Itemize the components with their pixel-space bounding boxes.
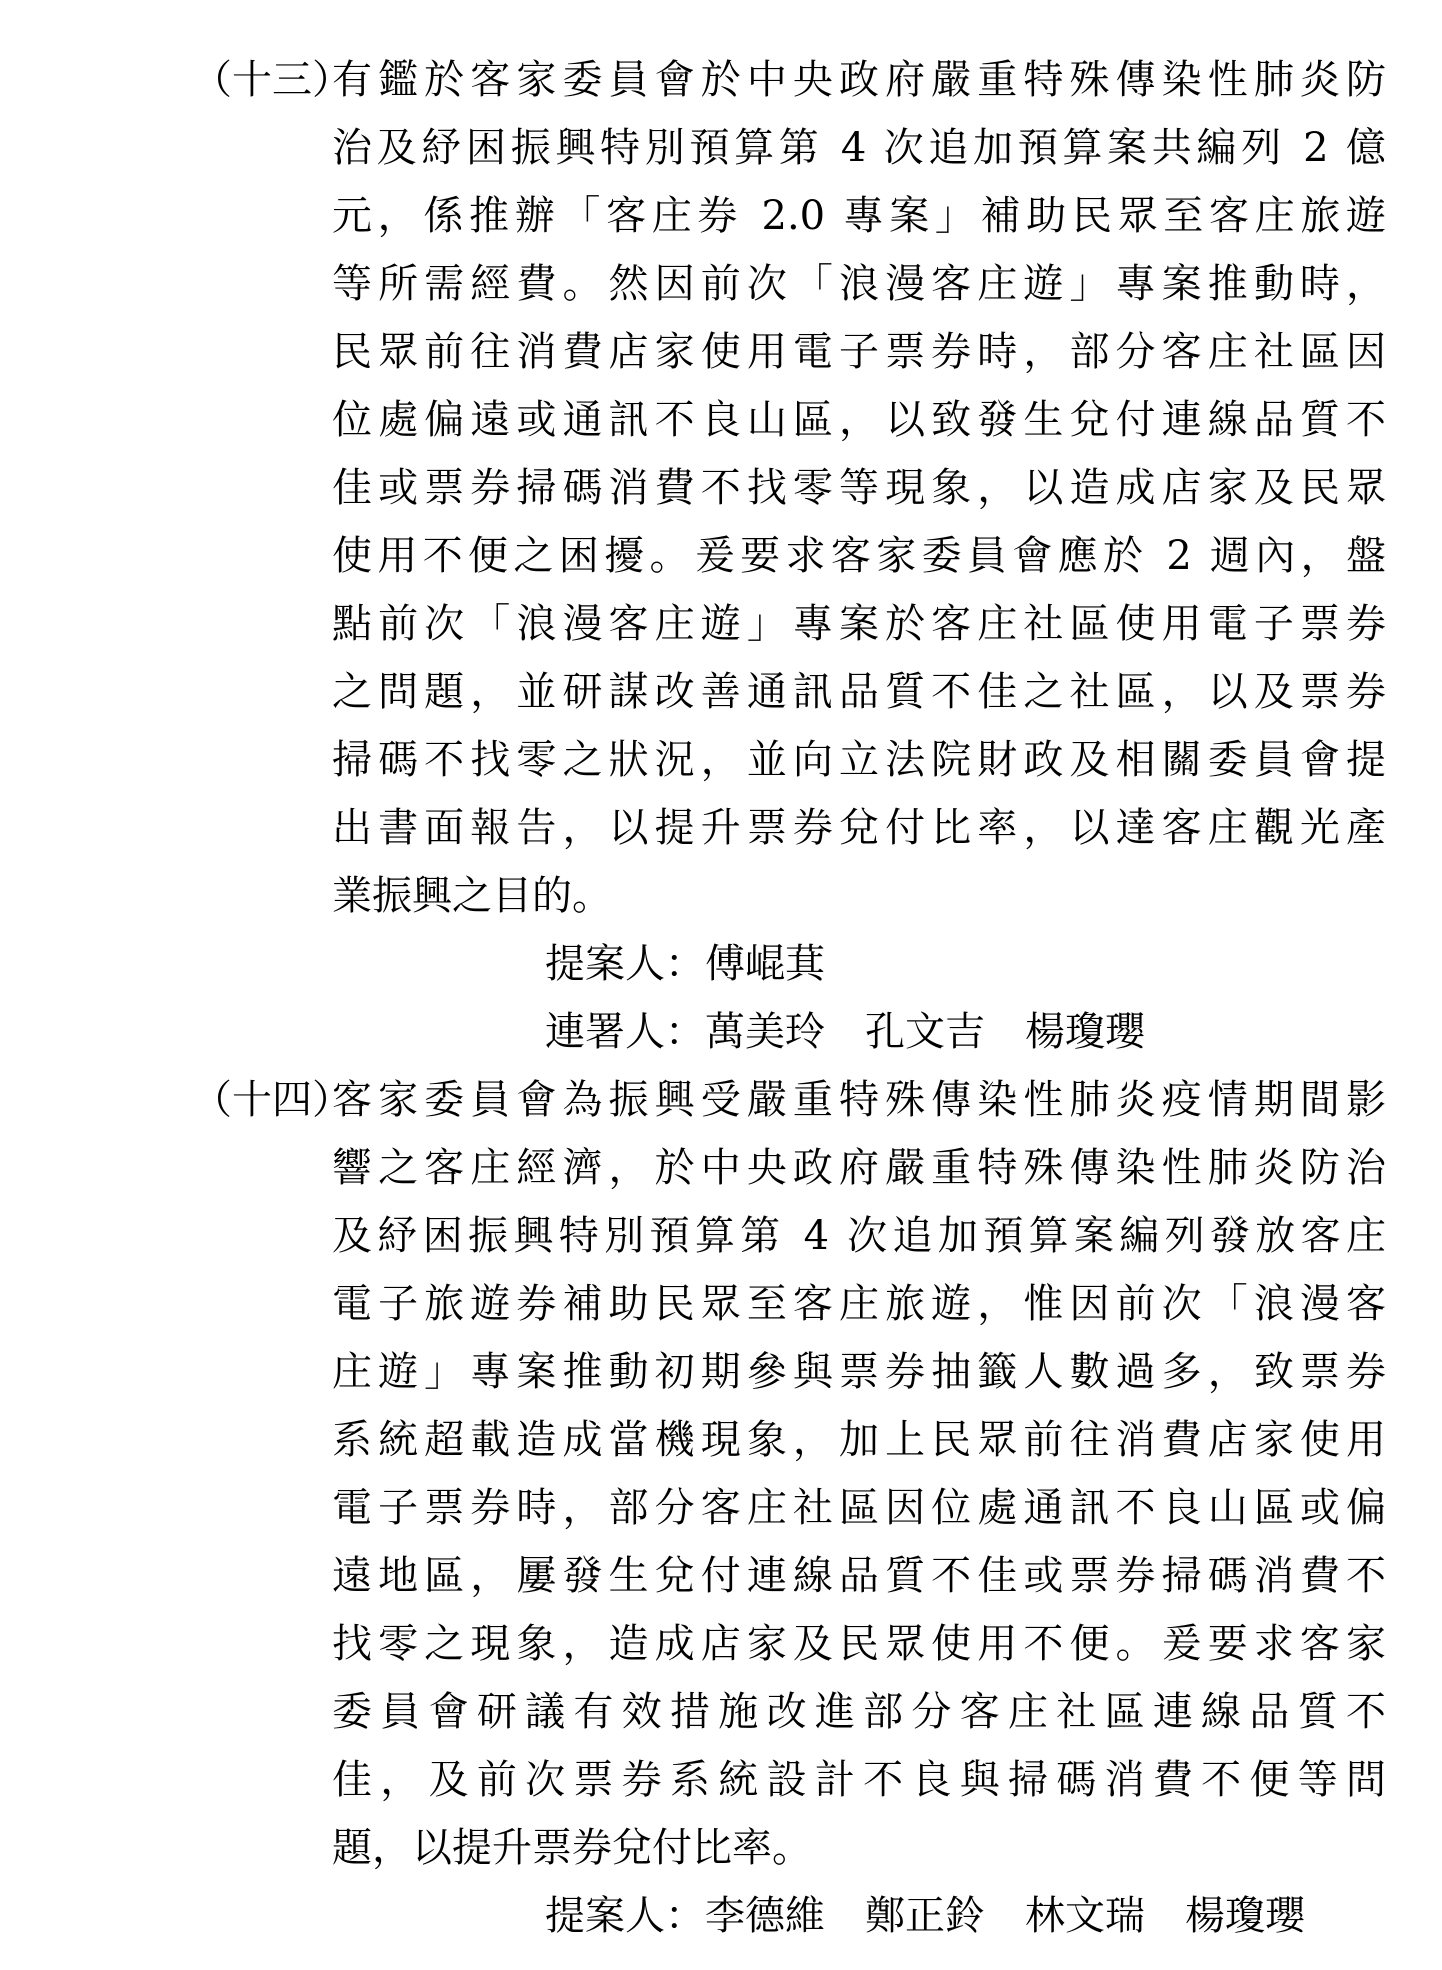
item-14-line-6: 系統超載造成當機現象，加上民眾前往消費店家使用 — [332, 1417, 1386, 1463]
item-13-line-1: 有鑑於客家委員會於中央政府嚴重特殊傳染性肺炎防 — [332, 57, 1386, 103]
item-13-line-10: 之問題，並研謀改善通訊品質不佳之社區，以及票券 — [332, 669, 1386, 715]
item-13-proposer: 提案人：傅崐萁 — [545, 941, 825, 987]
item-13-line-6: 位處偏遠或通訊不良山區，以致發生兌付連線品質不 — [332, 397, 1386, 443]
item-13-line-5: 民眾前往消費店家使用電子票券時，部分客庄社區因 — [332, 329, 1386, 375]
item-14-line-2: 響之客庄經濟，於中央政府嚴重特殊傳染性肺炎防治 — [332, 1145, 1386, 1191]
item-13-line-12: 出書面報告，以提升票券兌付比率，以達客庄觀光產 — [332, 805, 1386, 851]
item-13-line-9: 點前次「浪漫客庄遊」專案於客庄社區使用電子票券 — [332, 601, 1386, 647]
item-13-line-8: 使用不便之困擾。爰要求客家委員會應於 2 週內，盤 — [332, 533, 1386, 579]
item-14-line-3: 及紓困振興特別預算第 4 次追加預算案編列發放客庄 — [332, 1213, 1386, 1259]
item-13-line-11: 掃碼不找零之狀況，並向立法院財政及相關委員會提 — [332, 737, 1386, 783]
item-13-label: （十三） — [192, 57, 352, 103]
item-14-line-5: 庄遊」專案推動初期參與票券抽籤人數過多，致票券 — [332, 1349, 1386, 1395]
item-14-line-9: 找零之現象，造成店家及民眾使用不便。爰要求客家 — [332, 1621, 1386, 1667]
item-14-label: （十四） — [192, 1077, 352, 1123]
item-14-line-7: 電子票券時，部分客庄社區因位處通訊不良山區或偏 — [332, 1485, 1386, 1531]
item-14-line-4: 電子旅遊券補助民眾至客庄旅遊，惟因前次「浪漫客 — [332, 1281, 1386, 1327]
item-13-line-3: 元，係推辦「客庄券 2.0 專案」補助民眾至客庄旅遊 — [332, 193, 1386, 239]
item-13-line-7: 佳或票券掃碼消費不找零等現象，以造成店家及民眾 — [332, 465, 1386, 511]
item-14-line-11: 佳，及前次票券系統設計不良與掃碼消費不便等問 — [332, 1757, 1386, 1803]
item-13-line-13: 業振興之目的。 — [332, 873, 612, 919]
item-14-line-12: 題，以提升票券兌付比率。 — [332, 1825, 812, 1871]
item-14-proposer: 提案人：李德維 鄭正鈴 林文瑞 楊瓊瓔 — [545, 1893, 1305, 1939]
item-13-line-4: 等所需經費。然因前次「浪漫客庄遊」專案推動時， — [332, 261, 1386, 307]
item-14-line-8: 遠地區，屢發生兌付連線品質不佳或票券掃碼消費不 — [332, 1553, 1386, 1599]
item-13-cosigners: 連署人：萬美玲 孔文吉 楊瓊瓔 — [545, 1009, 1145, 1055]
item-14-line-1: 客家委員會為振興受嚴重特殊傳染性肺炎疫情期間影 — [332, 1077, 1386, 1123]
item-14-line-10: 委員會研議有效措施改進部分客庄社區連線品質不 — [332, 1689, 1386, 1735]
item-13-line-2: 治及紓困振興特別預算第 4 次追加預算案共編列 2 億 — [332, 125, 1386, 171]
